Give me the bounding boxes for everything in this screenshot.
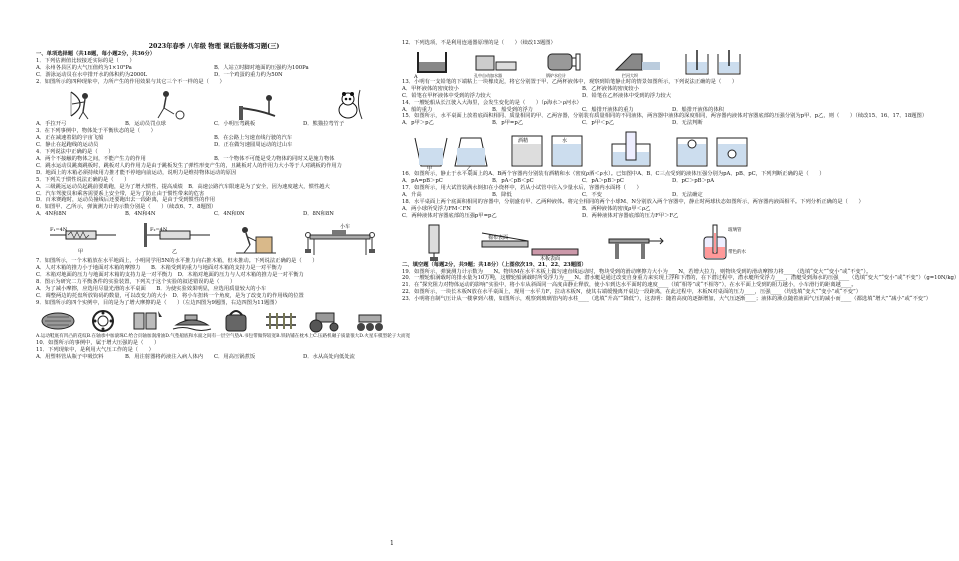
inverted-tube-figure [606,130,656,170]
q6-option-c: C．4N和0N [214,211,245,218]
q4-option-a: A．两个不接触的物体之间，不能产生力的作用 [36,155,146,162]
q6-option-a: A．4N和8N [36,211,67,218]
q14-option-a: A．船的重力 [402,106,433,113]
panda-figure [328,88,368,120]
q16-option-c: C．pA＞pB＞pC [582,178,624,185]
q4-option-b: B．一个物体不可能是受力物体的同时又是施力物体 [214,155,335,162]
q5-option-ab: A．三级跳远运动员起跳前要助跑，是为了增大惯性，提高成绩 B．高速公路汽车限速是为了安全，因为速度越大，惯性越大 [36,183,330,190]
question-13: 13．小明有一支铅笔的下端粘上一块橡皮泥，将它分别置于甲、乙两杯液体中，观察到铅笔静止时的情景如图所示，下列说法正确的是（ ） [402,78,738,85]
question-3: 3．在下列事例中，物体处于平衡状态的是（ ） [36,128,156,135]
q17-option-b: B．降低 [492,191,512,198]
q13-option-a: A．甲杯液体的密度较小 [402,85,459,92]
q11-caption-b: B.铁轨铺在枕木上 [276,334,314,340]
fig16-water: 水 [562,138,568,145]
q11-option-b: B．用注射器将药液注入病人体内 [125,353,204,360]
q12-caption-a: A [414,73,418,80]
colored-water-label: 带色的水 [727,249,746,255]
q7-options-cd: C．木箱对地面的压力与地面对木箱的支持力是一对平衡力 D．木箱对地面的压力与人对木箱的推力是一对平衡力 [36,271,304,278]
jia-label: 甲 [78,249,84,256]
question-5: 5．下列关于惯性说法正确的是（ ） [36,176,130,183]
f2-label: F₂=4N [150,227,168,234]
q18-option-c: C．两种液体对容器底部的压强p甲=p乙 [402,212,497,219]
board-on-table-figure [605,223,665,261]
alcohol-water-containers-figure [508,130,588,170]
question-15: 15．如图所示，水平桌面上放着底面积相同、质量相同的甲、乙两容器，分别装有质量相同的不同液体，两容器中液体的深度相同，两容器内液体对容器底部的压强分别为p甲、p乙，则（ ）（续改15、16、17、18题图） [402,113,928,120]
q17-option-d: D．无法确定 [672,191,703,198]
question-17: 17．如图所示，用大试管装满水倒扣在小烧杯中，若从小试管中注入少量水后，容器内水面将（ ） [402,185,642,192]
q8-options-ab: A．为了减小摩擦，应选用尽量光滑的水平桌面 B．为使实验效果明显，应选用质量较大的小车 [36,285,267,292]
q14-option-d: D．船排开液体的体积 [672,106,724,113]
question-21: 21．在“探究阻力对物体运动的影响”实验中，将小车从斜面同一高度由静止释放，使小车到达水平面时的速度____（填“相等”或“不相等”），在水平面上受到的阻力越小，小车滑行的距离越____。 [402,282,857,289]
q3-option-d: D．正在做匀速圆周运动的过山车 [214,142,293,149]
q12-label-dam: 拦河大坝 [622,72,638,78]
car-label: 小车 [340,224,351,231]
question-1: 1．下列估测值比较接近实际的是（ ） [36,57,135,64]
q11-caption-d: D.火星车模型轮子大而宽 [359,334,411,340]
pencil-in-cups-figure [682,50,752,78]
q12-q13-figures [402,48,762,78]
q11-option-d: D．水从高处向低处流 [303,353,355,360]
question-6: 6．如图甲、乙所示，弹簧测力计的示数分别是（ ）（续改6、7、8题图） [36,204,217,211]
dam-figure [612,50,662,78]
q2-figures [36,86,392,120]
q9-caption-b: B.在轴承中加滚珠 [86,334,124,340]
friction-surfaces-figure [480,223,580,261]
question-18: 18．水平桌面上两个底面积相同的容器中，分别盛有甲、乙两种液体。将完全相同的两个小球M、N分别放入两个容器中，静止时两球状态如图所示，两容器内液面相平。下列分析正确的是（ ） [402,198,864,205]
q15-option-b: B．p甲=p乙 [492,120,524,127]
q15-q18-figures [402,128,762,173]
section-2-heading: 二、填空题（每题2分，共9题；共18分）（上图依次19、21、22、23题图） [402,261,587,268]
spring-scale-yi-figure [142,221,212,257]
q5-option-d: D．百米赛跑时，运动员撞线后还要跑出去一段距离，是由于受到惯性的作用 [36,197,216,204]
spring-scale-jia-figure [48,221,118,257]
containers-jia-yi-figure [411,130,491,173]
q11-caption-a: A.书包带做得较宽 [239,334,277,340]
q15-option-d: D．无法判断 [672,120,703,127]
question-4: 4．下列说法中正确的是（ ） [36,149,114,156]
q1-option-d: D．一个鸡蛋的重力约为50N [214,71,283,78]
q16-option-a: A．pA=pB＞pC [402,178,443,185]
spring-scale-vertical-figure [415,223,455,261]
mars-rover-figure [351,309,389,333]
schoolbag-figure [217,309,255,333]
pushing-box-figure [236,221,276,257]
kicker-figure [150,88,190,120]
question-9: 9．如图所示的四个实例中，目的是为了增大摩擦的是（ ）（左边四图为9题图，右边四图为11题图） [36,299,280,306]
q17-option-a: A．升高 [402,191,422,198]
question-20: 20．一艘轮船满载时的排水量为10万吨，这艘轮船满载时所受浮力为____N。潜水艇是通过改变自身重力来实现上浮和下潜的，在下潜过程中，潜水艇所受浮力____，潜艇受到海水的压强____（选填“变大”“变小”或“不变”）（g=10N/kg） [402,275,959,282]
q8-options-cd: C．调整两边的托盘所放钩码的数量，可以改变力的大小 D．将小车扭转一个角度，是为了改变力的作用线的位置 [36,292,304,299]
q14-option-b: B．船受到的浮力 [492,106,533,113]
q2-option-a: A．手拉开弓 [36,121,67,128]
q18-option-d: D．两种液体对容器底部的压力F甲＞F乙 [582,212,679,219]
q3-option-b: B．在公路上匀速直线行驶的汽车 [214,135,293,142]
question-16: 16．如图所示，静止于水平桌面上的A、B两个容器内分别装有酒精和水（密度ρ酒＜ρ水）。已知图中A、B、C三点受到的液体压强分别为pA、pB、pC，下列判断正确的是（ ） [402,171,825,178]
question-19: 19．如图所示，弹簧测力计示数为____N。物块M在水平木板上做匀速直线运动时，物块受到的滑动摩擦力大小为____N，若增大拉力，则物块受到的滑动摩擦力将____（选填“变大”“变小”或“不变”）。 [402,268,872,275]
q13-option-c: C．铅笔在甲杯液体中受到的浮力较大 [402,92,491,99]
bearing-figure [84,309,122,333]
f1-label: F₁=4N [50,227,68,234]
boiler-gauge-figure [542,50,592,78]
two-force-balance-figure [300,221,380,257]
wood-surface-label: 木板表面 [539,255,560,262]
q14-option-c: C．船排开液体的重力 [582,106,634,113]
q19-q23-figures [402,221,762,261]
diving-board-figure [239,88,279,120]
q13-option-b: B．乙杯液体的密度较小 [582,85,639,92]
shoe-sole-figure [39,309,77,333]
q7-options-ab: A．人对木箱的推力小于地面对木箱的摩擦力 B．木箱受到的重力与地面对木箱的支持力是一对平衡力 [36,265,283,272]
question-7: 7．如图所示，一个木箱放在水平地面上，小明同学用5N的水平推力向右推木箱，但未推动。下列说法正确的是（ ） [36,258,318,265]
homemade-barometer-figure [690,223,750,261]
q12-label-boiler: 锅炉水位计 [546,72,566,78]
question-22: 22．如图所示，一块长木板N放在水平桌面上，现用一水平力F，拉动木板N，使其右端缓慢离开桌边一段距离，在此过程中，木板N对桌面的压力____，压强____（均选填“变大”“变小”或“不变”） [402,289,862,296]
question-11: 11．下列现象中，是利用大气压工作的是（ ） [36,346,154,353]
fig15-jia: 甲 [426,166,432,173]
q6-q8-figures [36,219,392,257]
question-8: 8．图示为研究二力平衡条件的实验装置，下列关于这个实验的叙述错误的是（ ） [36,278,236,285]
q16-option-b: B．pA＜pB＜pC [492,178,534,185]
glass-tube-label: 玻璃管 [727,227,741,233]
q1-option-b: B．人站立时脚对地面的压强约为100Pa [214,64,309,71]
q2-option-d: D．熊猫拉弯竹子 [303,121,345,128]
q11-option-c: C．用高压锅煮饭 [214,353,256,360]
q9-caption-c: C.给合页轴加润滑油 [123,334,166,340]
q11-caption-c: C.压路机碾子质量很大 [313,334,360,340]
q15-option-c: C．p甲＜p乙 [582,120,615,127]
right-column [402,40,959,303]
fig15-yi: 乙 [466,166,472,173]
q9-caption-d: D.气垫船底和水面之间有一层空气垫 [165,334,240,340]
q13-option-d: D．铅笔在乙杯液体中受到的浮力较大 [582,92,671,99]
question-12: 12．下列选项，不是利用连通器原理的是（ ）（续改13题图） [402,40,556,46]
q2-option-c: C．小明压弯跳板 [214,121,256,128]
left-column [36,38,411,361]
q6-option-d: D．8N和8N [303,211,334,218]
q18-option-a: A．两小球所受浮力FM＜FN [402,205,471,212]
q1-option-a: A．永州各县区的大气压值约为1×10⁵Pa [36,64,132,71]
q9-q11-figures [36,307,392,333]
q4-option-d: D．地面上的木箱必须持续用力推才能不停地向前运动，说明力是维持物体运动的原因 [36,169,237,176]
q3-option-a: A．正在减速着陆的宇宙飞船 [36,135,104,142]
q6-option-b: B．4N和4N [125,211,156,218]
railway-sleeper-figure [262,309,300,333]
question-14: 14．一艘轮船从长江驶入大海里，会发生变化的是（ ）（ρ海水＞ρ河水） [402,99,582,106]
archer-figure [61,88,101,120]
question-10: 10．如图所示的事例中，属于增大压强的是（ ） [36,340,160,347]
q17-option-c: C．不变 [582,191,602,198]
page-number: 1 [390,540,394,547]
question-23: 23．小明将自制气压计从一楼拿到六楼，如图所示，观察到玻璃管内的水柱____（选填“升高”“降低”），这表明：随着高度的逐渐增加，大气压逐渐____；液体的沸点随着液面气压的减小而____（都选填“增大”“减小”或“不变”） [402,296,932,303]
q3-option-c: C．静止在起跑线的运动员 [36,142,99,149]
q1-option-c: C．游泳运动员在水中排开水的体积约为2000L [36,71,148,78]
q5-option-c: C．汽车驾驶员和乘客需要系上安全带，是为了防止由于惯性带来的危害 [36,190,205,197]
auto-water-feeder-figure [472,50,522,78]
q18-option-b: B．两种液体的密度ρ甲＜ρ乙 [582,205,651,212]
section-1-heading: 一、单项选择题（共18题，每小题2分，共36分） [36,50,156,57]
q11-option-a: A．用塑料管从瓶子中吸饮料 [36,353,104,360]
u-tube-figure [412,50,452,78]
q4-option-c: C．跳水运动员跳离跳板时，跳板对人的作用力是由于跳板发生了弹性形变产生的，且跳板对人的作用力大小等于人对跳板的作用力 [36,162,342,169]
question-2: 2．如图所示的四种现象中，力所产生的作用效果与其它三个不一样的是（ ） [36,78,225,85]
hinge-oil-figure [128,309,166,333]
page-title: 2023年春季 八年级 物理 课后服务练习题(三) [148,43,280,50]
cotton-surface-label: 棉布表面 [487,234,508,241]
q12-label-feeder: 孔中自动加水器 [474,72,502,78]
fig16-alcohol: 酒精 [518,138,529,145]
balls-m-n-figure [673,130,753,170]
q2-option-b: B．运动员罚点球 [125,121,166,128]
q9-caption-a: A.运动鞋底有凹凸的花纹 [36,334,87,340]
yi-label: 乙 [172,249,178,256]
q16-option-d: D．pC＞pB＞pA [672,178,715,185]
road-roller-figure [306,309,344,333]
hovercraft-figure [173,309,211,333]
q15-option-a: A．p甲＞p乙 [402,120,434,127]
